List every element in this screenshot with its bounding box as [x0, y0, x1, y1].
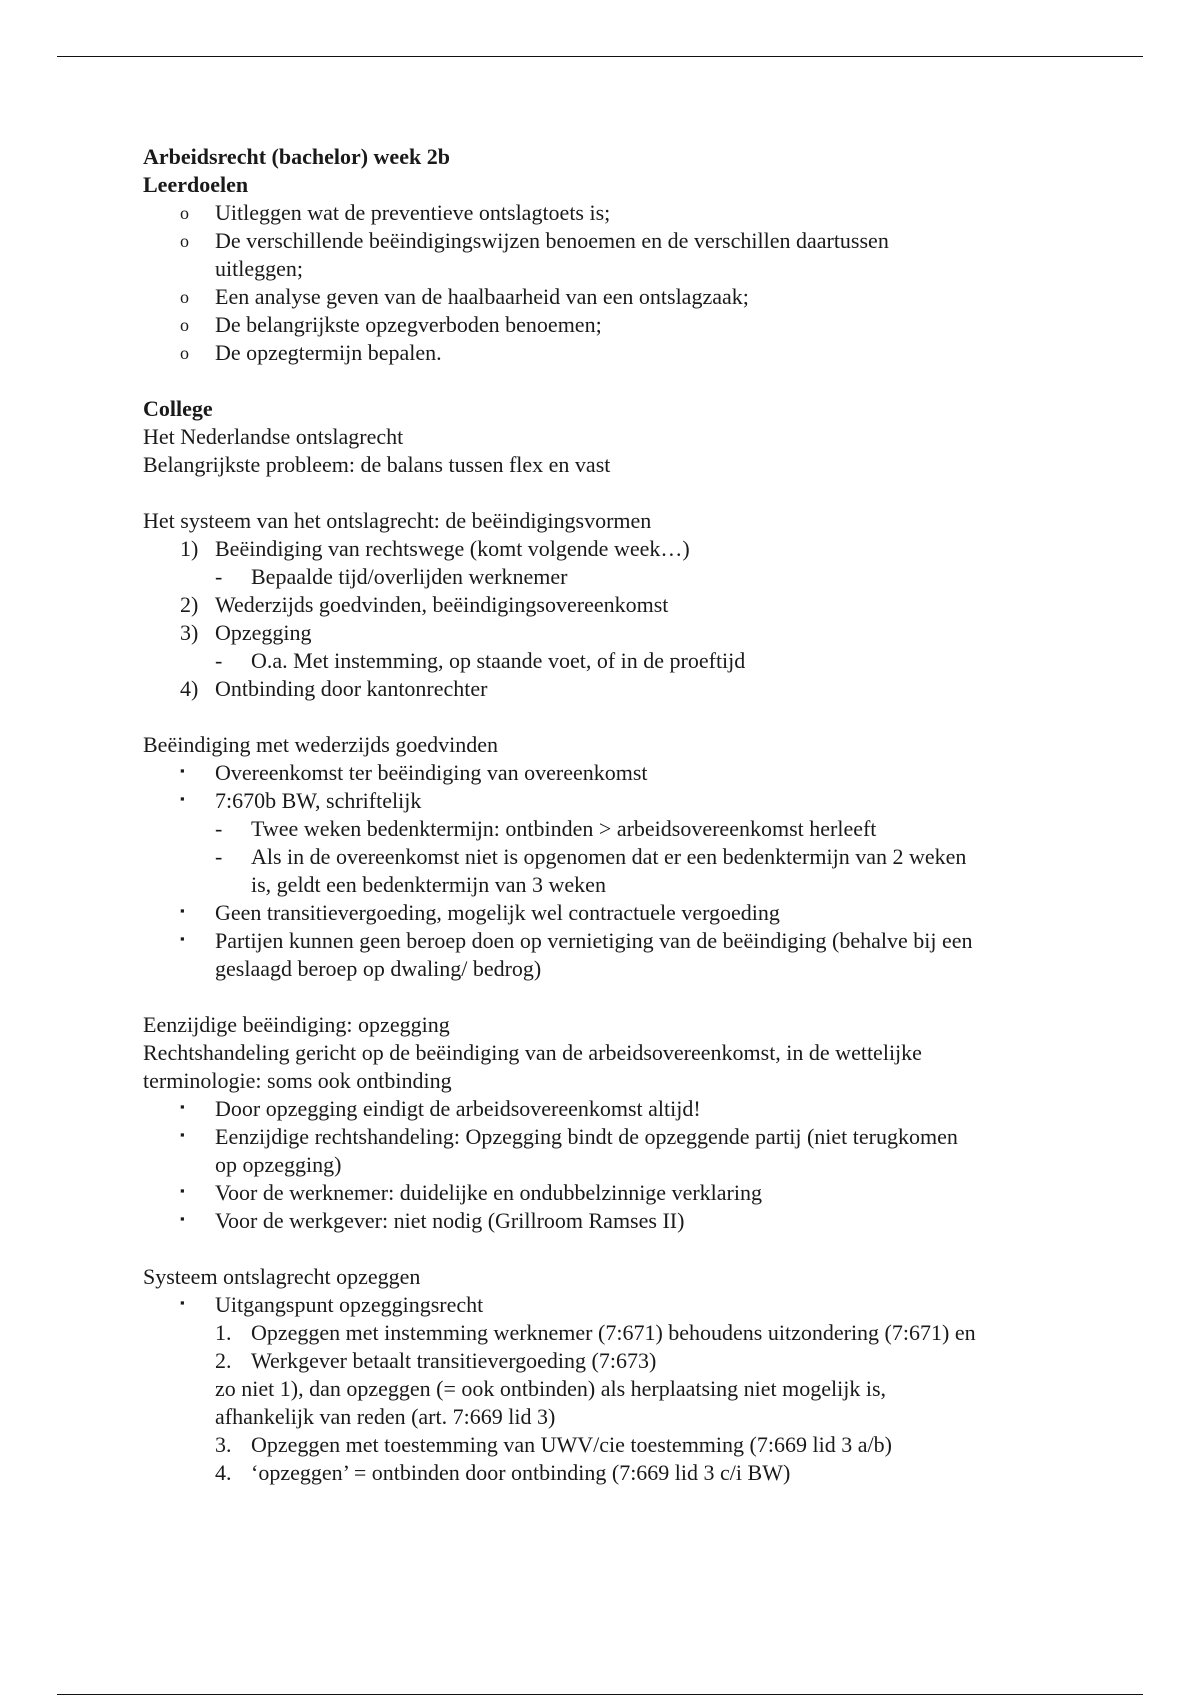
- paragraph: Het Nederlandse ontslagrecht: [143, 424, 404, 449]
- list-item-continuation: uitleggen;: [215, 256, 303, 281]
- list-item: o De opzegtermijn bepalen.: [180, 340, 442, 365]
- list-item: o De verschillende beëindigingswijzen benoemen en de verschillen daartussen: [180, 228, 889, 253]
- list-item: 1) Beëindiging van rechtswege (komt volgende week…): [180, 536, 690, 561]
- leerdoelen-heading: Leerdoelen: [143, 172, 249, 197]
- list-item: ▪ Door opzegging eindigt de arbeidsovereenkomst altijd!: [180, 1096, 701, 1121]
- list-item: ▪ Voor de werkgever: niet nodig (Grillroom Ramses II): [180, 1208, 685, 1233]
- section-heading: Beëindiging met wederzijds goedvinden: [143, 732, 498, 757]
- list-item-continuation: is, geldt een bedenktermijn van 3 weken: [251, 872, 606, 897]
- sub-list-item: - O.a. Met instemming, op staande voet, of in de proeftijd: [215, 648, 746, 673]
- list-item-continuation: afhankelijk van reden (art. 7:669 lid 3): [215, 1404, 556, 1429]
- list-item: ▪ Partijen kunnen geen beroep doen op vernietiging van de beëindiging (behalve bij een: [180, 928, 973, 953]
- numbered-item: 2. Werkgever betaalt transitievergoeding (7:673): [215, 1348, 657, 1373]
- document-page: [143, 143, 1103, 1487]
- section-heading: Systeem ontslagrecht opzeggen: [143, 1264, 421, 1289]
- list-item: ▪ Uitgangspunt opzeggingsrecht: [180, 1292, 484, 1317]
- list-item: 2) Wederzijds goedvinden, beëindigingsovereenkomst: [180, 592, 669, 617]
- numbered-item: 1. Opzeggen met instemming werknemer (7:671) behoudens uitzondering (7:671) en: [215, 1320, 976, 1345]
- numbered-item: 3. Opzeggen met toestemming van UWV/cie toestemming (7:669 lid 3 a/b): [215, 1432, 892, 1457]
- footer-rule: [57, 1694, 1143, 1695]
- list-item: 3) Opzegging: [180, 620, 312, 645]
- list-item: ▪ Overeenkomst ter beëindiging van overeenkomst: [180, 760, 648, 785]
- paragraph: Belangrijkste probleem: de balans tussen flex en vast: [143, 452, 611, 477]
- section-heading: Het systeem van het ontslagrecht: de beëindigingsvormen: [143, 508, 652, 533]
- sub-list-item: - Als in de overeenkomst niet is opgenomen dat er een bedenktermijn van 2 weken: [215, 844, 967, 869]
- list-item: o Een analyse geven van de haalbaarheid van een ontslagzaak;: [180, 284, 749, 309]
- list-item-continuation: zo niet 1), dan opzeggen (= ook ontbinden) als herplaatsing niet mogelijk is,: [215, 1376, 887, 1401]
- list-item: ▪ Voor de werknemer: duidelijke en ondubbelzinnige verklaring: [180, 1180, 762, 1205]
- list-item: ▪ Geen transitievergoeding, mogelijk wel contractuele vergoeding: [180, 900, 780, 925]
- list-item-continuation: geslaagd beroep op dwaling/ bedrog): [215, 956, 542, 981]
- sub-list-item: - Twee weken bedenktermijn: ontbinden > arbeidsovereenkomst herleeft: [215, 816, 877, 841]
- list-item: ▪ Eenzijdige rechtshandeling: Opzegging bindt de opzeggende partij (niet terugkomen: [180, 1124, 958, 1149]
- paragraph: terminologie: soms ook ontbinding: [143, 1068, 452, 1093]
- section-heading: Eenzijdige beëindiging: opzegging: [143, 1012, 450, 1037]
- sub-list-item: - Bepaalde tijd/overlijden werknemer: [215, 564, 568, 589]
- numbered-item: 4. ‘opzeggen’ = ontbinden door ontbinding (7:669 lid 3 c/i BW): [215, 1460, 791, 1485]
- document-title: Arbeidsrecht (bachelor) week 2b: [143, 144, 450, 169]
- paragraph: Rechtshandeling gericht op de beëindiging van de arbeidsovereenkomst, in de wettelijke: [143, 1040, 922, 1065]
- header-rule: [57, 56, 1143, 57]
- college-heading: College: [143, 396, 213, 421]
- list-item: o Uitleggen wat de preventieve ontslagtoets is;: [180, 200, 611, 225]
- list-item: ▪ 7:670b BW, schriftelijk: [180, 788, 422, 813]
- list-item: 4) Ontbinding door kantonrechter: [180, 676, 488, 701]
- list-item: o De belangrijkste opzegverboden benoemen;: [180, 312, 602, 337]
- list-item-continuation: op opzegging): [215, 1152, 342, 1177]
